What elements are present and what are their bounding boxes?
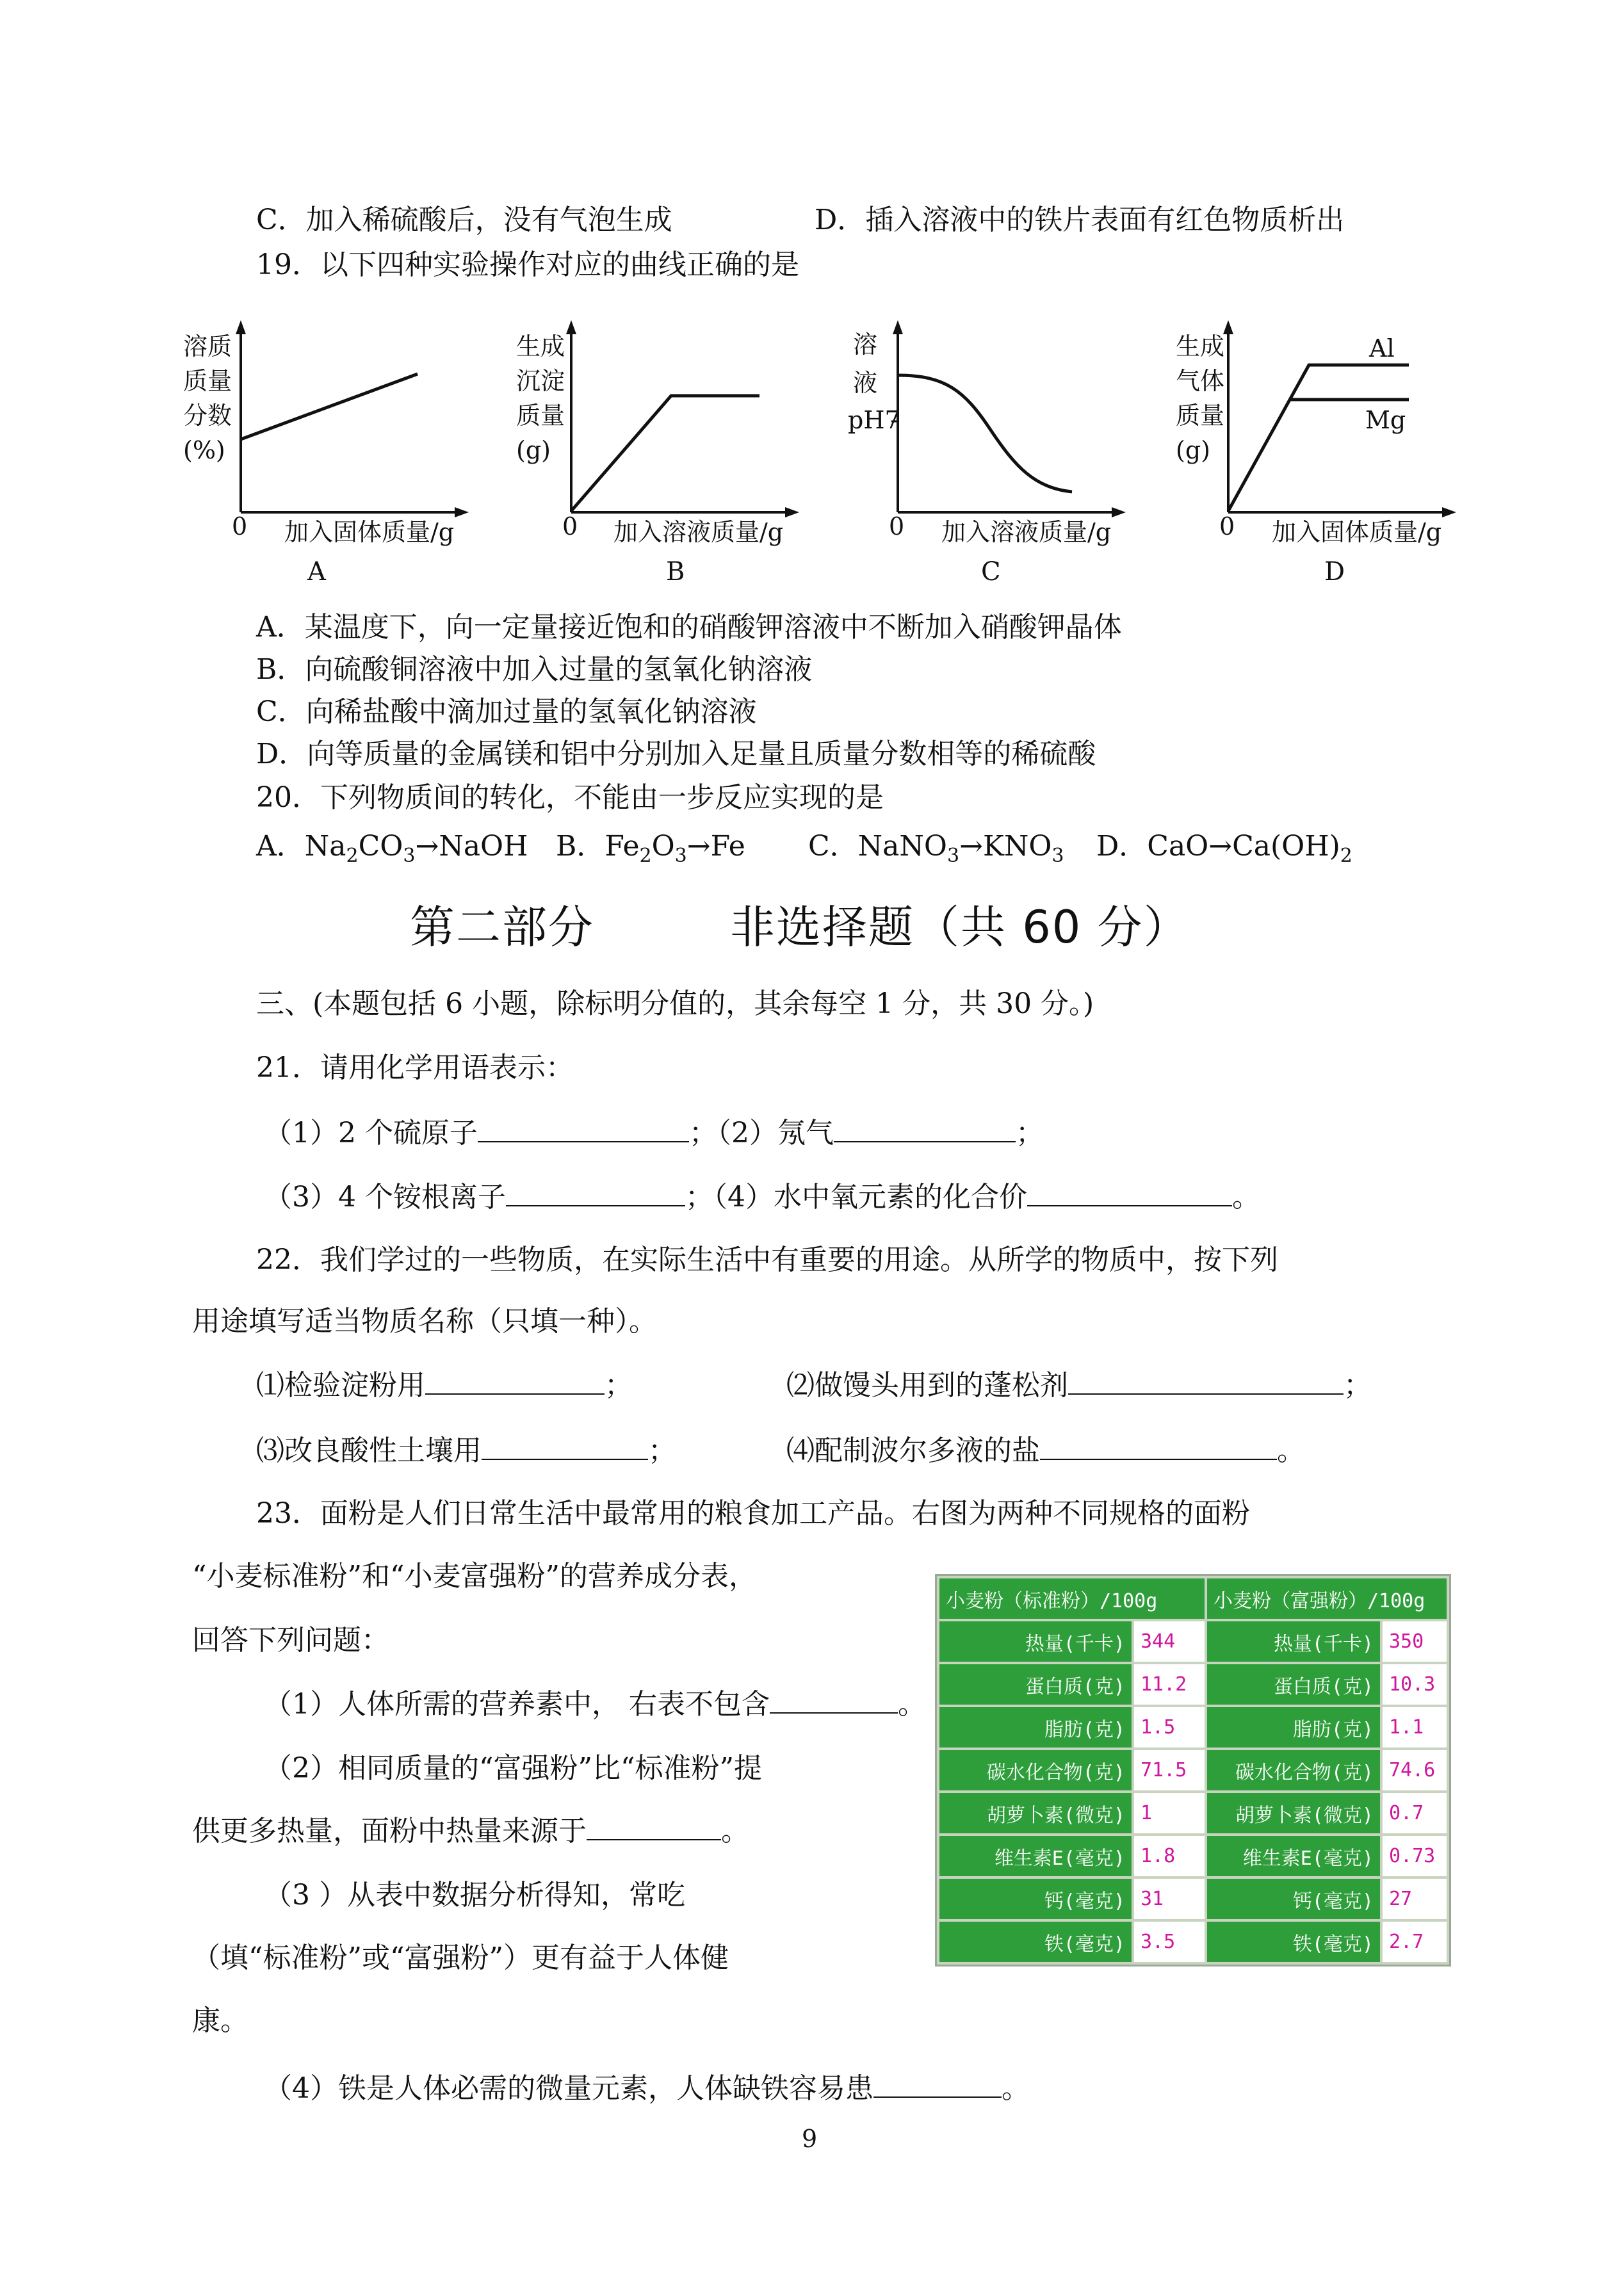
graph-a-curve	[241, 374, 418, 439]
graph-c	[836, 320, 1144, 587]
table-cell-value: 1.8	[1134, 1836, 1205, 1876]
q22-line2: 用途填写适当物质名称（只填一种）。	[192, 1305, 657, 1338]
graph-a-origin: 0	[232, 512, 248, 540]
q23-line3: 回答下列问题：	[192, 1624, 389, 1657]
q19-option-c: C．向稀盐酸中滴加过量的氢氧化钠溶液	[256, 695, 757, 728]
table-cell-label: 铁(毫克)	[1207, 1922, 1380, 1962]
graph-a-ylabel: 溶质 质量 分数 (%)	[183, 332, 232, 464]
q23-line2: “小麦标准粉”和“小麦富强粉”的营养成分表，	[192, 1560, 757, 1593]
table-cell-value: 0.73	[1383, 1836, 1447, 1876]
q22-blank-1[interactable]	[425, 1368, 605, 1395]
q21-blank-1[interactable]	[478, 1115, 689, 1142]
graph-c-ph-label: pH7	[848, 406, 900, 434]
graph-d-label-mg: Mg	[1365, 406, 1406, 434]
table-cell-value: 10.3	[1383, 1664, 1447, 1705]
nutrition-table-grid	[935, 1574, 1451, 1967]
q19-option-d: D．向等质量的金属镁和铝中分别加入足量且质量分数相等的稀硫酸	[256, 738, 1096, 770]
table-cell-label: 钙(毫克)	[1207, 1879, 1380, 1919]
table-row	[939, 1750, 1447, 1790]
q23-sub4: （4）铁是人体必需的微量元素，人体缺铁容易患 。	[264, 2072, 1030, 2105]
table-cell-label: 胡萝卜素(微克)	[939, 1793, 1132, 1833]
table-header-row	[939, 1578, 1447, 1619]
table-cell-value: 74.6	[1383, 1750, 1447, 1790]
q22-blank-4[interactable]	[1040, 1433, 1277, 1460]
q22-line1: 22．我们学过的一些物质，在实际生活中有重要的用途。从所学的物质中，按下列	[256, 1244, 1278, 1276]
table-row	[939, 1836, 1447, 1876]
table-cell-label: 维生素E(毫克)	[1207, 1836, 1380, 1876]
table-cell-label: 脂肪(克)	[1207, 1707, 1380, 1748]
graph-d-xlabel: 加入固体质量/g	[1272, 518, 1442, 546]
table-cell-value: 350	[1383, 1621, 1447, 1662]
graph-b-letter: B	[666, 557, 685, 587]
q23-sub1: （1）人体所需的营养素中， 右表不包含 。	[264, 1688, 926, 1721]
q21-blank-2[interactable]	[834, 1115, 1016, 1142]
q23-sub2a: （2）相同质量的“富强粉”比“标准粉”提	[264, 1752, 762, 1785]
graph-d	[1167, 320, 1474, 587]
q20-option-a: A．$Na_2CO_3\to NaOH$	[256, 830, 528, 867]
q21-stem: 21．请用化学用语表示：	[256, 1051, 574, 1084]
table-cell-value: 1.1	[1383, 1707, 1447, 1748]
graph-a-xlabel: 加入固体质量/g	[284, 518, 455, 546]
graph-c-ylabel: 溶 液	[853, 330, 878, 397]
q20-option-b: B．$Fe_2O_3\to Fe$	[556, 830, 745, 867]
table-cell-label: 碳水化合物(克)	[939, 1750, 1132, 1790]
table-row	[939, 1922, 1447, 1962]
table-cell-label: 胡萝卜素(微克)	[1207, 1793, 1380, 1833]
q23-sub3a: （3 ）从表中数据分析得知，常吃	[264, 1879, 685, 1911]
q19-stem: 19．以下四种实验操作对应的曲线正确的是	[256, 248, 799, 281]
q22-blank-3[interactable]	[482, 1433, 648, 1460]
graph-b	[510, 320, 817, 587]
q22-item4: ⑷配制波尔多液的盐 。	[786, 1434, 1305, 1467]
q21-line1: （1）2 个硫原子 ；（2）氖气 ；	[264, 1117, 1044, 1149]
table-cell-value: 11.2	[1134, 1664, 1205, 1705]
q20-option-d: D．$CaO\to Ca(OH)_2$	[1096, 830, 1352, 867]
graph-b-xlabel: 加入溶液质量/g	[613, 518, 784, 546]
table-cell-label: 钙(毫克)	[939, 1879, 1132, 1919]
q22-item1: ⑴检验淀粉用 ；	[256, 1369, 633, 1402]
q23-sub3b: （填“标准粉”或“富强粉”）更有益于人体健	[192, 1942, 729, 1974]
q18-option-c: C．加入稀硫酸后，没有气泡生成	[256, 204, 672, 236]
section3-heading: 三、(本题包括 6 小题，除标明分值的，其余每空 1 分，共 30 分。)	[256, 987, 1094, 1020]
part2-heading-left: 第二部分	[410, 901, 594, 953]
table-row	[939, 1879, 1447, 1919]
q23-sub2b: 供更多热量，面粉中热量来源于 。	[192, 1815, 749, 1847]
table-cell-value: 344	[1134, 1621, 1205, 1662]
graph-b-curve	[571, 396, 759, 511]
table-cell-value: 0.7	[1383, 1793, 1447, 1833]
table-cell-label: 蛋白质(克)	[939, 1664, 1132, 1705]
q22-item3: ⑶改良酸性土壤用 ；	[256, 1434, 676, 1467]
graph-d-origin: 0	[1219, 512, 1235, 540]
q19-option-b: B．向硫酸铜溶液中加入过量的氢氧化钠溶液	[256, 653, 813, 686]
table-row	[939, 1707, 1447, 1748]
table-cell-label: 蛋白质(克)	[1207, 1664, 1380, 1705]
table-cell-value: 71.5	[1134, 1750, 1205, 1790]
part2-heading-right: 非选择题（共 60 分）	[730, 901, 1190, 953]
table-cell-label: 碳水化合物(克)	[1207, 1750, 1380, 1790]
table-row	[939, 1621, 1447, 1662]
nutrition-table	[935, 1574, 1451, 1967]
graph-c-letter: C	[981, 557, 1001, 587]
table-header-enriched: 小麦粉（富强粉）/100g	[1207, 1578, 1447, 1619]
graph-d-letter: D	[1324, 557, 1345, 587]
q20-stem: 20．下列物质间的转化，不能由一步反应实现的是	[256, 781, 884, 814]
q22-blank-2[interactable]	[1068, 1368, 1344, 1395]
q23-blank-2[interactable]	[587, 1813, 721, 1840]
q23-blank-1[interactable]	[770, 1687, 898, 1714]
q21-blank-4[interactable]	[1027, 1180, 1232, 1206]
table-cell-label: 热量(千卡)	[939, 1621, 1132, 1662]
table-cell-value: 1.5	[1134, 1707, 1205, 1748]
graph-d-label-al: Al	[1369, 334, 1395, 362]
table-cell-value: 31	[1134, 1879, 1205, 1919]
graph-a-letter: A	[307, 557, 326, 587]
graph-c-xlabel: 加入溶液质量/g	[941, 518, 1112, 546]
graph-b-origin: 0	[562, 512, 578, 540]
graph-a	[179, 320, 487, 587]
table-row	[939, 1664, 1447, 1705]
table-cell-value: 2.7	[1383, 1922, 1447, 1962]
graph-b-ylabel: 生成 沉淀 质量 (g)	[516, 332, 565, 464]
table-cell-value: 1	[1134, 1793, 1205, 1833]
graph-c-origin: 0	[889, 512, 905, 540]
graph-d-ylabel: 生成 气体 质量 (g)	[1176, 332, 1225, 464]
q23-blank-4[interactable]	[873, 2071, 1002, 2098]
q22-item2: ⑵做馒头用到的蓬松剂 ；	[786, 1369, 1372, 1402]
q21-line2: （3）4 个铵根离子 ；（4）水中氧元素的化合价 。	[264, 1181, 1260, 1213]
table-cell-label: 脂肪(克)	[939, 1707, 1132, 1748]
graph-c-curve	[898, 375, 1072, 492]
table-cell-value: 27	[1383, 1879, 1447, 1919]
q23-sub3c: 康。	[192, 2004, 248, 2037]
q23-line1: 23．面粉是人们日常生活中最常用的粮食加工产品。右图为两种不同规格的面粉	[256, 1497, 1250, 1530]
graph-d-curve-al	[1228, 365, 1409, 511]
table-cell-label: 铁(毫克)	[939, 1922, 1132, 1962]
q20-option-c: C．$NaNO_3\to KNO_3$	[808, 830, 1064, 867]
q18-option-d: D．插入溶液中的铁片表面有红色物质析出	[815, 204, 1345, 236]
table-row	[939, 1793, 1447, 1833]
page-number: 9	[802, 2125, 818, 2153]
table-header-standard: 小麦粉（标准粉）/100g	[939, 1578, 1205, 1619]
table-cell-label: 维生素E(毫克)	[939, 1836, 1132, 1876]
table-cell-value: 3.5	[1134, 1922, 1205, 1962]
q21-blank-3[interactable]	[506, 1180, 685, 1206]
table-cell-label: 热量(千卡)	[1207, 1621, 1380, 1662]
q19-option-a: A．某温度下，向一定量接近饱和的硝酸钾溶液中不断加入硝酸钾晶体	[256, 611, 1122, 644]
